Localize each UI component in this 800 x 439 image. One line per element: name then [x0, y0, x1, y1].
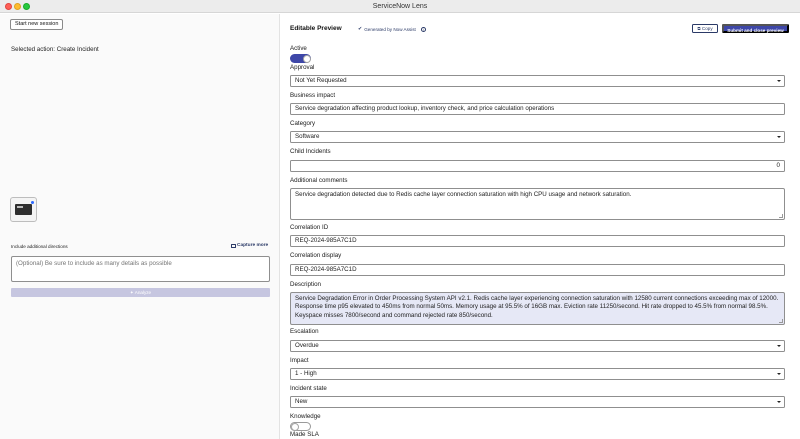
capture-more-label: Capture more [237, 243, 269, 248]
category-select[interactable] [290, 131, 785, 143]
resize-handle-icon[interactable] [779, 319, 783, 323]
left-panel [0, 14, 280, 439]
active-toggle[interactable] [290, 54, 311, 63]
thumbnail-badge-icon [31, 201, 34, 204]
correlation-display-input[interactable]: REQ-2024-985A7C1D [290, 264, 785, 276]
editable-preview-panel [281, 14, 800, 439]
title-bar [0, 0, 800, 13]
business-impact-input[interactable]: Service degradation affecting product lookup, inventory check, and price calculation operations [290, 103, 785, 115]
generated-label: Generated by Now Assist [364, 26, 416, 32]
approval-value: Not Yet Requested [295, 77, 347, 84]
start-new-session-button[interactable]: Start new session [10, 19, 63, 30]
category-label: Category [290, 120, 316, 127]
escalation-value: Overdue [295, 342, 319, 349]
selected-action-text: Selected action: Create Incident [11, 46, 99, 53]
screenshot-thumbnail[interactable] [10, 197, 37, 222]
impact-value: 1 - High [295, 370, 317, 377]
check-icon: ✔ [358, 26, 363, 32]
made-sla-label: Made SLA [290, 431, 319, 438]
knowledge-label: Knowledge [290, 413, 321, 420]
chevron-down-icon [777, 345, 781, 347]
toggle-knob [291, 423, 299, 431]
sparkle-icon: ✦ [129, 290, 134, 295]
chevron-down-icon [777, 401, 781, 403]
incident-state-value: New [295, 398, 308, 405]
chevron-down-icon [777, 136, 781, 138]
directions-input[interactable] [11, 256, 270, 282]
escalation-select[interactable] [290, 340, 785, 352]
copy-icon: ⧉ [697, 26, 701, 31]
additional-comments-input[interactable] [290, 188, 785, 220]
directions-label: Include additional directions [11, 244, 68, 249]
additional-comments-value: Service degradation detected due to Redis cache layer connection saturation with high CPU usage and network saturation. [295, 191, 632, 198]
child-incidents-input[interactable]: 0 [290, 160, 785, 172]
description-value: Service Degradation Error in Order Processing System API v2.1. Redis cache layer experiencing connection saturation with 12580 current connections exceeding max of 12000. Response time p95 elevated to 450ms from normal 50ms. Memory usage at 95.5% of 16GB max. Eviction rate 11250/second. Hit rate dropped to 45.5% from normal 98.5%. Keyspace misses 7800/second and command rejected rate 850/second. [295, 295, 779, 319]
screenshot-preview-image [15, 204, 32, 215]
approval-label: Approval [290, 64, 315, 71]
incident-state-select[interactable] [290, 396, 785, 408]
incident-state-label: Incident state [290, 385, 327, 392]
camera-icon [231, 244, 236, 248]
impact-label: Impact [290, 357, 309, 364]
minimize-window-button[interactable] [14, 3, 21, 10]
description-input[interactable] [290, 292, 785, 325]
copy-label: Copy [701, 26, 713, 31]
child-incidents-label: Child Incidents [290, 148, 331, 155]
additional-comments-label: Additional comments [290, 177, 348, 184]
analyze-button[interactable] [11, 288, 270, 297]
chevron-down-icon [777, 373, 781, 375]
preview-header [290, 23, 795, 35]
business-impact-label: Business impact [290, 92, 336, 99]
category-value: Software [295, 133, 320, 140]
copy-button[interactable] [692, 24, 718, 33]
capture-more-button[interactable] [231, 243, 268, 248]
escalation-label: Escalation [290, 328, 319, 335]
approval-select[interactable] [290, 75, 785, 87]
correlation-id-input[interactable]: REQ-2024-985A7C1D [290, 235, 785, 247]
correlation-id-label: Correlation ID [290, 224, 329, 231]
knowledge-toggle[interactable] [290, 422, 311, 431]
info-icon[interactable]: i [421, 27, 426, 32]
preview-title: Editable Preview [290, 25, 342, 32]
generated-by-badge [358, 26, 426, 32]
close-window-button[interactable] [5, 3, 12, 10]
correlation-display-label: Correlation display [290, 252, 342, 259]
active-label: Active [290, 45, 307, 52]
description-label: Description [290, 281, 321, 288]
impact-select[interactable] [290, 368, 785, 380]
zoom-window-button[interactable] [23, 3, 30, 10]
window-title: ServiceNow Lens [372, 3, 428, 10]
chevron-down-icon [777, 80, 781, 82]
resize-handle-icon[interactable] [779, 214, 783, 218]
toggle-knob [303, 55, 311, 63]
submit-and-close-button[interactable]: Submit and close preview [722, 24, 789, 33]
analyze-label: Analyze [134, 290, 152, 295]
